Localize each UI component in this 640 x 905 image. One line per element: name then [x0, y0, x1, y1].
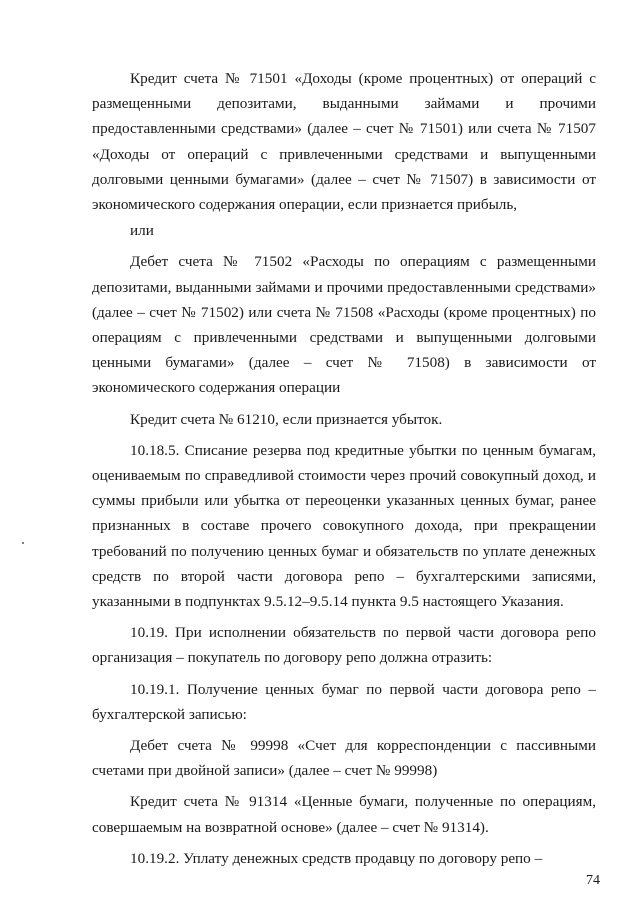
paragraph-debit-99998: Дебет счета № 99998 «Счет для корреспонденции с пассивными счетами при двойной записи» (далее – счет № 99998) — [92, 737, 596, 780]
paragraph-10-19: 10.19. При исполнении обязательств по первой части договора репо организация – покупатель по договору репо должна отразить: — [92, 624, 596, 667]
page-number: 74 — [586, 873, 600, 888]
paragraph-10-19-1: 10.19.1. Получение ценных бумаг по первой части договора репо – бухгалтерской записью: — [92, 680, 596, 723]
paragraph-or: или — [130, 222, 154, 240]
document-body — [92, 66, 596, 871]
paragraph-credit-61210: Кредит счета № 61210, если признается убыток. — [130, 410, 443, 428]
scan-speck — [22, 542, 24, 544]
paragraph-10-18-5: 10.18.5. Списание резерва под кредитные убытки по ценным бумагам, оцениваемым по справедливой стоимости через прочий совокупный доход, и суммы прибыли или убытка от переоценки указанных ценных бумаг, ранее признанных в составе прочего совокупного дохода, при прекращении требований по получению ценных бумаг и обязательств по уплате денежных средств по второй части договора репо – бухгалтерскими записями, указанными в подпунктах 9.5.12–9.5.14 пункта 9.5 настоящего Указания. — [92, 441, 596, 611]
paragraph-credit-71501: Кредит счета № 71501 «Доходы (кроме процентных) от операций с размещенными депозитами, выданными займами и прочими предоставленными средствами» (далее – счет № 71501) или счета № 71507 «Доходы от операций с привлеченными средствами и выпущенными долговыми ценными бумагами» (далее – счет № 71507) в зависимости от экономического содержания операции, если признается прибыль, — [92, 70, 596, 214]
paragraph-credit-91314: Кредит счета № 91314 «Ценные бумаги, полученные по операциям, совершаемым на возвратной основе» (далее – счет № 91314). — [92, 793, 596, 836]
paragraph-10-19-2: 10.19.2. Уплату денежных средств продавцу по договору репо – — [130, 849, 543, 867]
paragraph-debit-71502: Дебет счета № 71502 «Расходы по операциям с размещенными депозитами, выданными займами и прочими предоставленными средствами» (далее – счет № 71502) или счета № 71508 «Расходы (кроме процентных) по операциям с привлеченными средствами и выпущенными долговыми ценными бумагами» (далее – счет № 71508) в зависимости от экономического содержания операции — [92, 253, 596, 397]
